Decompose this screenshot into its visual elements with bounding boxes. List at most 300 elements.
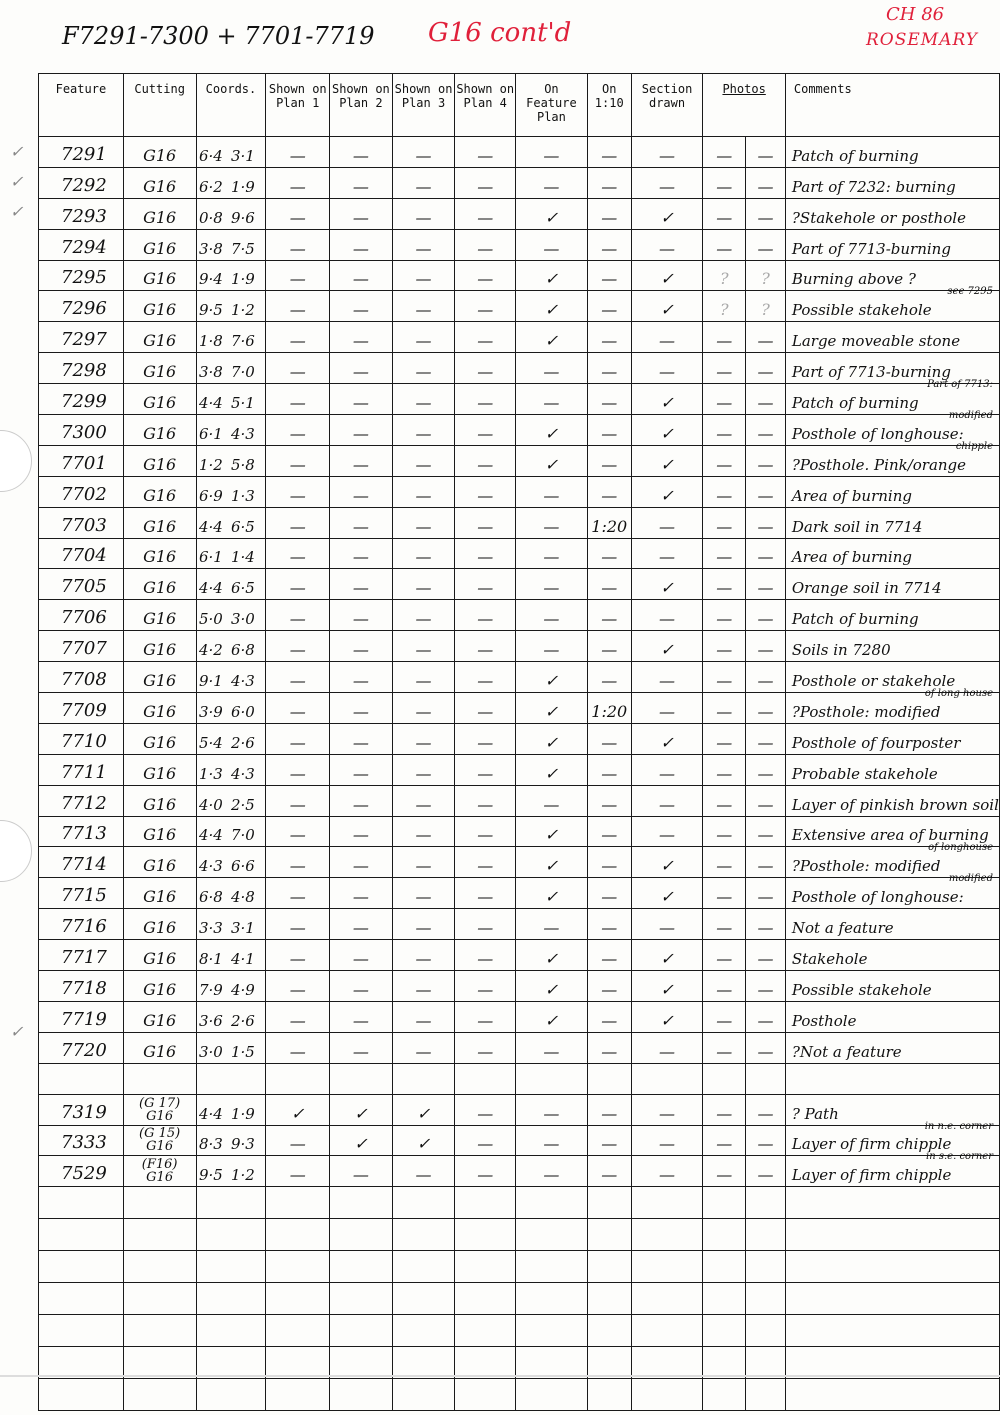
table-row <box>39 940 1000 971</box>
site-code: CH 86 <box>886 4 945 25</box>
comment-text: Extensive area of burning <box>791 826 989 845</box>
coord-y: 6·5 <box>230 517 255 536</box>
empty-cell[interactable] <box>39 1315 124 1347</box>
empty-cell[interactable] <box>196 1251 266 1283</box>
section-cell: — <box>631 1156 703 1187</box>
cutting-cell: G16 <box>123 754 196 785</box>
empty-cell[interactable] <box>587 1187 631 1219</box>
cutting-cell: G16 <box>123 476 196 507</box>
plan4-cell: — <box>455 415 516 446</box>
section-cell: — <box>631 785 703 816</box>
plan4-cell: — <box>455 569 516 600</box>
coord-x: 1·8 <box>198 332 223 351</box>
coord-y: 9·6 <box>230 208 255 227</box>
empty-cell[interactable] <box>330 1379 393 1411</box>
coord-x: 9·5 <box>198 1166 223 1185</box>
plan4-cell: — <box>455 785 516 816</box>
plan3-cell: — <box>392 353 455 384</box>
comment-text: Part of 7713-burning <box>791 363 951 382</box>
empty-cell[interactable] <box>39 1219 124 1251</box>
photo1-cell: — <box>703 785 746 816</box>
empty-cell[interactable] <box>516 1187 588 1219</box>
plan2-cell: — <box>330 291 393 322</box>
section-cell: — <box>631 600 703 631</box>
photo1-cell: — <box>703 1001 746 1032</box>
col-plan1: Shown on Plan 1 <box>266 74 330 137</box>
feature-number: 7715 <box>39 878 124 909</box>
table-row <box>39 353 1000 384</box>
photo1-cell: — <box>703 507 746 538</box>
empty-cell[interactable] <box>631 1187 703 1219</box>
scale-1-10-cell: — <box>587 940 631 971</box>
photo1-cell: — <box>703 754 746 785</box>
feature-plan-cell: ✓ <box>516 415 588 446</box>
comment-cell <box>785 322 999 353</box>
col-1-10: On 1:10 <box>587 74 631 137</box>
empty-cell[interactable] <box>330 1347 393 1379</box>
section-cell: — <box>631 1094 703 1125</box>
empty-cell[interactable] <box>703 1379 746 1411</box>
empty-cell[interactable] <box>785 1283 999 1315</box>
coords-cell <box>196 415 266 446</box>
empty-row <box>39 1379 1000 1411</box>
empty-cell[interactable] <box>703 1219 746 1251</box>
empty-cell[interactable] <box>785 1219 999 1251</box>
empty-cell[interactable] <box>330 1315 393 1347</box>
feature-plan-cell: — <box>516 229 588 260</box>
feature-number: 7712 <box>39 785 124 816</box>
feature-number: 7713 <box>39 816 124 847</box>
empty-cell[interactable] <box>587 1315 631 1347</box>
scale-1-10-cell: — <box>587 1032 631 1063</box>
empty-cell[interactable] <box>516 1315 588 1347</box>
plan3-cell: — <box>392 167 455 198</box>
section-cell: ✓ <box>631 291 703 322</box>
feature-plan-cell: — <box>516 569 588 600</box>
empty-cell[interactable] <box>746 1379 786 1411</box>
feature-plan-cell: ✓ <box>516 322 588 353</box>
margin-check-icon: ✓ <box>10 172 24 191</box>
cutting-alt: (F16) <box>141 1157 178 1173</box>
empty-cell[interactable] <box>516 1379 588 1411</box>
empty-cell[interactable] <box>123 1347 196 1379</box>
comment-annotation: see 7295 <box>947 286 993 298</box>
empty-cell[interactable] <box>516 1283 588 1315</box>
empty-cell[interactable] <box>123 1315 196 1347</box>
comment-cell <box>785 600 999 631</box>
feature-number: 7297 <box>39 322 124 353</box>
photo2-cell: — <box>746 198 786 229</box>
page-edge <box>0 1375 1000 1377</box>
plan4-cell: — <box>455 384 516 415</box>
cutting-cell: G16 <box>123 291 196 322</box>
plan2-cell: — <box>330 785 393 816</box>
scale-1-10-cell: — <box>587 476 631 507</box>
plan3-cell: — <box>392 847 455 878</box>
comment-cell <box>785 909 999 940</box>
photo1-cell: ? <box>703 291 746 322</box>
feature-number: 7333 <box>39 1125 124 1156</box>
coords-cell <box>196 476 266 507</box>
comment-cell <box>785 754 999 785</box>
empty-cell[interactable] <box>266 1251 330 1283</box>
empty-cell[interactable] <box>631 1379 703 1411</box>
scale-1-10-cell: — <box>587 878 631 909</box>
empty-cell[interactable] <box>196 1219 266 1251</box>
plan2-cell: — <box>330 538 393 569</box>
scale-1-10-cell: — <box>587 971 631 1002</box>
empty-cell[interactable] <box>392 1379 455 1411</box>
empty-row <box>39 1347 1000 1379</box>
photo1-cell: — <box>703 229 746 260</box>
empty-cell[interactable] <box>455 1347 516 1379</box>
table-row <box>39 878 1000 909</box>
comment-cell <box>785 476 999 507</box>
col-plan2: Shown on Plan 2 <box>330 74 393 137</box>
empty-cell[interactable] <box>392 1347 455 1379</box>
comment-annotation: in n.e. corner <box>924 1120 993 1132</box>
plan1-cell: — <box>266 723 330 754</box>
empty-cell[interactable] <box>746 1219 786 1251</box>
empty-cell[interactable] <box>785 1251 999 1283</box>
empty-cell[interactable] <box>123 1283 196 1315</box>
plan4-cell: — <box>455 940 516 971</box>
table-row <box>39 909 1000 940</box>
empty-cell[interactable] <box>746 1187 786 1219</box>
scale-1-10-cell: — <box>587 785 631 816</box>
photo1-cell: ? <box>703 260 746 291</box>
section-cell: ✓ <box>631 384 703 415</box>
empty-cell[interactable] <box>39 1379 124 1411</box>
coords-cell <box>196 909 266 940</box>
empty-cell[interactable] <box>703 1315 746 1347</box>
plan2-cell: — <box>330 353 393 384</box>
coords-cell <box>196 538 266 569</box>
scale-1-10-cell: — <box>587 415 631 446</box>
section-cell: — <box>631 229 703 260</box>
empty-cell[interactable] <box>266 1219 330 1251</box>
plan1-cell: — <box>266 1125 330 1156</box>
plan3-cell: — <box>392 878 455 909</box>
feature-number: 7714 <box>39 847 124 878</box>
empty-cell[interactable] <box>785 1315 999 1347</box>
comment-cell <box>785 940 999 971</box>
empty-cell[interactable] <box>516 1219 588 1251</box>
photo1-cell: — <box>703 631 746 662</box>
photo1-cell <box>703 1063 746 1094</box>
empty-cell[interactable] <box>392 1219 455 1251</box>
plan3-cell: — <box>392 384 455 415</box>
comment-text: Layer of firm chipple <box>791 1135 952 1154</box>
section-cell: — <box>631 353 703 384</box>
scale-1-10-cell: — <box>587 384 631 415</box>
section-cell: — <box>631 507 703 538</box>
empty-cell[interactable] <box>455 1187 516 1219</box>
section-cell: — <box>631 816 703 847</box>
scale-1-10-cell: — <box>587 723 631 754</box>
cutting-cell: G16 <box>123 600 196 631</box>
coord-y: 3·0 <box>230 610 255 629</box>
table-row <box>39 322 1000 353</box>
photo2-cell: ? <box>746 260 786 291</box>
empty-cell[interactable] <box>785 1379 999 1411</box>
coord-y: 1·4 <box>230 548 255 567</box>
table-row <box>39 445 1000 476</box>
empty-cell[interactable] <box>39 1347 124 1379</box>
comment-cell <box>785 286 999 322</box>
coord-x: 6·9 <box>198 486 223 505</box>
empty-cell[interactable] <box>455 1283 516 1315</box>
empty-cell[interactable] <box>196 1379 266 1411</box>
plan2-cell: — <box>330 1156 393 1187</box>
empty-cell[interactable] <box>330 1187 393 1219</box>
empty-cell[interactable] <box>587 1251 631 1283</box>
photo1-cell: — <box>703 1032 746 1063</box>
scale-1-10-cell: — <box>587 569 631 600</box>
empty-cell[interactable] <box>196 1315 266 1347</box>
empty-cell[interactable] <box>746 1315 786 1347</box>
empty-cell[interactable] <box>123 1187 196 1219</box>
coord-y: 4·9 <box>230 980 255 999</box>
empty-cell[interactable] <box>587 1219 631 1251</box>
empty-cell[interactable] <box>392 1187 455 1219</box>
comment-text: Dark soil in 7714 <box>791 517 923 536</box>
empty-cell[interactable] <box>196 1347 266 1379</box>
plan3-cell: — <box>392 816 455 847</box>
photo1-cell: — <box>703 322 746 353</box>
empty-cell[interactable] <box>266 1315 330 1347</box>
coord-x: 5·0 <box>198 610 223 629</box>
empty-cell[interactable] <box>631 1219 703 1251</box>
coords-cell <box>196 878 266 909</box>
coords-cell <box>196 507 266 538</box>
comment-cell <box>785 1032 999 1063</box>
coord-x: 4·4 <box>198 394 223 413</box>
comment-cell <box>785 538 999 569</box>
scale-1-10-cell: — <box>587 1156 631 1187</box>
empty-cell[interactable] <box>631 1315 703 1347</box>
empty-cell[interactable] <box>631 1347 703 1379</box>
plan2-cell: — <box>330 631 393 662</box>
comment-text: Layer of pinkish brown soil <box>791 795 999 814</box>
feature-number: 7719 <box>39 1001 124 1032</box>
photo2-cell: — <box>746 229 786 260</box>
empty-cell[interactable] <box>785 1187 999 1219</box>
plan4-cell: — <box>455 878 516 909</box>
empty-cell[interactable] <box>266 1187 330 1219</box>
empty-cell[interactable] <box>330 1251 393 1283</box>
coord-x: 7·9 <box>198 980 223 999</box>
plan1-cell: — <box>266 847 330 878</box>
comment-annotation: of longhouse <box>928 842 993 854</box>
section-cell: — <box>631 322 703 353</box>
feature-plan-cell: — <box>516 384 588 415</box>
empty-cell[interactable] <box>266 1283 330 1315</box>
empty-cell[interactable] <box>703 1187 746 1219</box>
coord-y: 4·3 <box>230 672 255 691</box>
plan2-cell: — <box>330 816 393 847</box>
empty-cell[interactable] <box>455 1379 516 1411</box>
plan4-cell: — <box>455 167 516 198</box>
feature-number: 7707 <box>39 631 124 662</box>
table-row <box>39 631 1000 662</box>
comment-text: Stakehole <box>791 950 868 969</box>
cutting: G16 <box>146 1108 174 1124</box>
photo2-cell: — <box>746 693 786 724</box>
cutting-cell: G16 <box>123 445 196 476</box>
coord-x: 3·8 <box>198 239 223 258</box>
plan1-cell: — <box>266 785 330 816</box>
plan1-cell: — <box>266 754 330 785</box>
plan1-cell: — <box>266 445 330 476</box>
section-cell: — <box>631 693 703 724</box>
empty-cell[interactable] <box>330 1219 393 1251</box>
empty-cell[interactable] <box>455 1315 516 1347</box>
empty-cell[interactable] <box>703 1347 746 1379</box>
empty-cell[interactable] <box>746 1283 786 1315</box>
comment-cell <box>785 1151 999 1187</box>
feature-number: 7299 <box>39 384 124 415</box>
comment-text: Not a feature <box>791 919 894 938</box>
empty-cell[interactable] <box>196 1283 266 1315</box>
plan4-cell: — <box>455 1032 516 1063</box>
empty-cell[interactable] <box>123 1219 196 1251</box>
empty-cell[interactable] <box>746 1347 786 1379</box>
cutting-cell: G16 <box>123 137 196 168</box>
plan4-cell: — <box>455 538 516 569</box>
empty-cell[interactable] <box>455 1219 516 1251</box>
empty-cell[interactable] <box>703 1283 746 1315</box>
photo1-cell: — <box>703 662 746 693</box>
comment-text: Patch of burning <box>791 146 919 165</box>
empty-cell[interactable] <box>516 1251 588 1283</box>
comment-text: Possible stakehole <box>791 301 932 320</box>
empty-cell[interactable] <box>266 1347 330 1379</box>
plan2-cell: ✓ <box>330 1094 393 1125</box>
feature-number: 7293 <box>39 198 124 229</box>
feature-plan-cell: — <box>516 631 588 662</box>
photo2-cell: — <box>746 909 786 940</box>
empty-cell[interactable] <box>196 1187 266 1219</box>
feature-number: 7294 <box>39 229 124 260</box>
coord-y: 7·0 <box>230 363 255 382</box>
photo1-cell: — <box>703 1156 746 1187</box>
empty-cell[interactable] <box>123 1251 196 1283</box>
plan1-cell: — <box>266 1001 330 1032</box>
table-row <box>39 1032 1000 1063</box>
comment-text: Area of burning <box>791 486 912 505</box>
empty-cell[interactable] <box>392 1283 455 1315</box>
feature-plan-cell: — <box>516 1156 588 1187</box>
feature-plan-cell: — <box>516 785 588 816</box>
table-row <box>39 600 1000 631</box>
empty-cell[interactable] <box>39 1283 124 1315</box>
empty-cell[interactable] <box>746 1251 786 1283</box>
plan2-cell <box>330 1063 393 1094</box>
empty-cell[interactable] <box>392 1315 455 1347</box>
coords-cell <box>196 754 266 785</box>
coord-x: 4·3 <box>198 857 223 876</box>
plan3-cell: ✓ <box>392 1125 455 1156</box>
cutting-alt: (G 17) <box>139 1095 181 1111</box>
plan2-cell: — <box>330 878 393 909</box>
section-cell: ✓ <box>631 631 703 662</box>
empty-cell[interactable] <box>266 1379 330 1411</box>
coord-x: 8·1 <box>198 950 223 969</box>
empty-cell[interactable] <box>785 1347 999 1379</box>
empty-cell[interactable] <box>392 1251 455 1283</box>
section-cell: ✓ <box>631 415 703 446</box>
coord-x: 3·6 <box>198 1011 223 1030</box>
coords-cell <box>196 971 266 1002</box>
empty-cell[interactable] <box>39 1187 124 1219</box>
photo1-cell: — <box>703 1094 746 1125</box>
plan3-cell: — <box>392 507 455 538</box>
section-cell: — <box>631 754 703 785</box>
plan4-cell: — <box>455 1001 516 1032</box>
coord-y: 2·5 <box>230 795 255 814</box>
plan1-cell: — <box>266 693 330 724</box>
photo2-cell: — <box>746 878 786 909</box>
empty-cell[interactable] <box>587 1283 631 1315</box>
section-cell: — <box>631 1032 703 1063</box>
scale-1-10-cell: — <box>587 600 631 631</box>
cutting-cell: G16 <box>123 229 196 260</box>
table-row <box>39 569 1000 600</box>
feature-plan-cell: ✓ <box>516 662 588 693</box>
empty-cell[interactable] <box>703 1251 746 1283</box>
feature-number: 7718 <box>39 971 124 1002</box>
table-row <box>39 260 1000 291</box>
coord-x: 4·2 <box>198 641 223 660</box>
plan3-cell: — <box>392 785 455 816</box>
cutting-cell: G16 <box>123 415 196 446</box>
feature-plan-cell: ✓ <box>516 754 588 785</box>
photo1-cell: — <box>703 693 746 724</box>
plan2-cell: — <box>330 600 393 631</box>
section-cell: ✓ <box>631 476 703 507</box>
empty-cell[interactable] <box>587 1347 631 1379</box>
coords-cell <box>196 322 266 353</box>
comment-annotation: in s.e. corner <box>926 1151 993 1163</box>
plan2-cell: — <box>330 723 393 754</box>
plan3-cell: — <box>392 600 455 631</box>
empty-cell[interactable] <box>516 1347 588 1379</box>
cutting-note: G16 cont'd <box>428 18 572 48</box>
empty-cell[interactable] <box>39 1251 124 1283</box>
plan2-cell: — <box>330 569 393 600</box>
cutting-cell: G16 <box>123 198 196 229</box>
plan3-cell: — <box>392 971 455 1002</box>
photo2-cell: — <box>746 415 786 446</box>
feature-number: 7704 <box>39 538 124 569</box>
photo1-cell: — <box>703 909 746 940</box>
plan3-cell <box>392 1063 455 1094</box>
comment-text: ?Posthole: modified <box>791 857 941 876</box>
empty-cell[interactable] <box>455 1251 516 1283</box>
plan3-cell: — <box>392 322 455 353</box>
table-row <box>39 384 1000 415</box>
photo1-cell: — <box>703 816 746 847</box>
empty-cell[interactable] <box>631 1251 703 1283</box>
comment-text: Posthole or stakehole <box>791 672 956 691</box>
empty-cell[interactable] <box>123 1379 196 1411</box>
section-cell: ✓ <box>631 878 703 909</box>
empty-cell[interactable] <box>631 1283 703 1315</box>
empty-cell[interactable] <box>330 1283 393 1315</box>
empty-cell[interactable] <box>587 1379 631 1411</box>
comment-annotation: chipple <box>955 440 993 452</box>
